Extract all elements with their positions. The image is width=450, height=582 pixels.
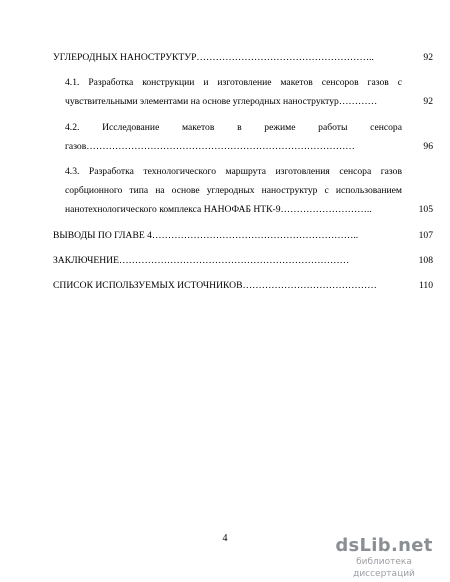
toc-entry-title-line: нанотехнологического комплекса НАНОФАБ НТК-9……………………….. [65,204,372,216]
toc-entry-title: ВЫВОДЫ ПО ГЛАВЕ 4……………………………………………………….. [53,229,359,241]
table-of-contents [53,48,433,295]
toc-page-number: 108 [418,254,433,266]
toc-entry-4-3[interactable] [53,162,433,220]
toc-page-number: 107 [418,229,433,241]
toc-entry-title: ЗАКЛЮЧЕНИЕ……………………………………………………………… [53,254,350,266]
toc-entry-title: СПИСОК ИСПОЛЬЗУЕМЫХ ИСТОЧНИКОВ…………………………………… [53,280,377,292]
toc-page-number: 92 [423,96,433,108]
page-number: 4 [222,533,228,544]
toc-entry-title-line: 4.2. Исследование макетов в режиме работы сенсора [65,121,402,133]
toc-page-number: 105 [418,204,433,216]
toc-entry-carbon-nanostructures[interactable] [53,48,433,67]
watermark-subtitle: библиотека диссертаций [353,557,415,579]
toc-page-number: 96 [423,140,433,152]
toc-page-number: 110 [418,280,433,292]
toc-entry-4-2[interactable] [53,118,433,156]
toc-entry-4-1[interactable] [53,73,433,111]
toc-entry-references[interactable] [53,276,433,295]
toc-entry-title-line: газов………………………………………………………………………… [65,140,355,152]
toc-page-number: 92 [423,52,433,63]
toc-entry-title: УГЛЕРОДНЫХ НАНОСТРУКТУР……………………………………………….. [53,52,374,63]
toc-entry-title-line: сорбционного типа на основе углеродных наноструктур с использованием [65,185,402,197]
toc-entry-title-line: чувствительными элементами на основе углеродных наноструктур………… [65,96,378,108]
toc-entry-conclusion[interactable] [53,251,433,270]
watermark-logo: dsLib.net [335,535,433,556]
toc-entry-title-line: 4.1. Разработка конструкции и изготовление макетов сенсоров газов с [65,77,402,89]
dslib-watermark[interactable] [330,536,438,580]
toc-entry-chapter-4-conclusions[interactable] [53,226,433,245]
toc-entry-title-line: 4.3. Разработка технологического маршрута изготовления сенсора газов [65,166,402,178]
